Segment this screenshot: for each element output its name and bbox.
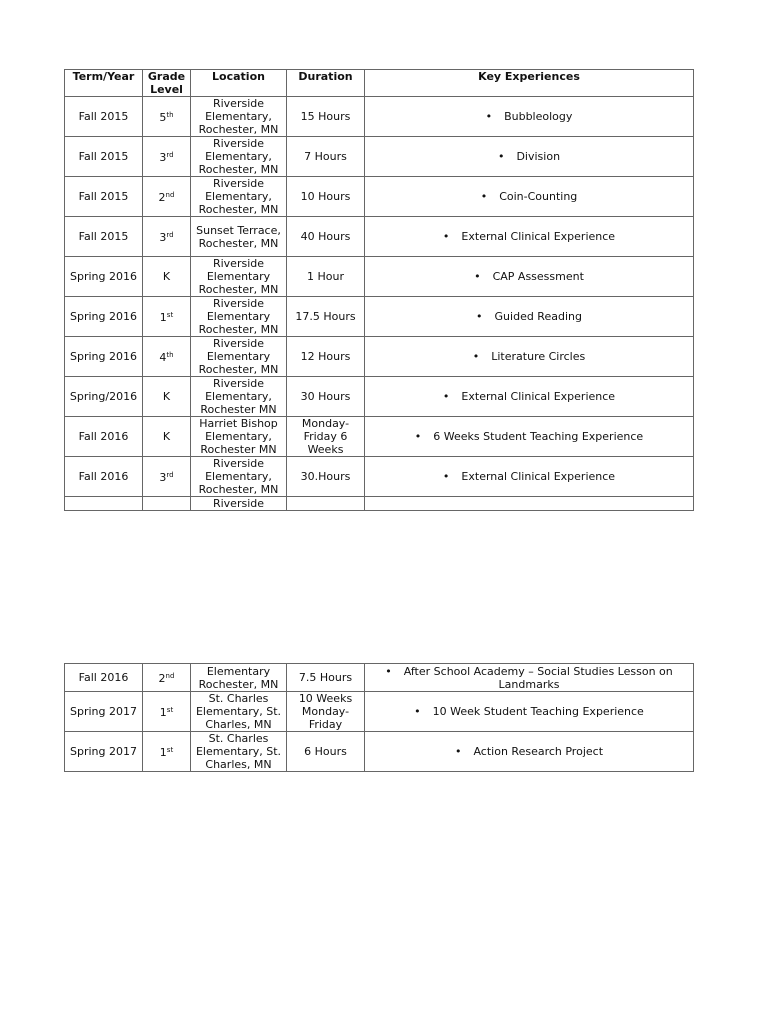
cell-experience: [365, 217, 694, 257]
table-row: [65, 337, 694, 377]
cell-experience: [365, 664, 694, 692]
cell-duration: 10 Weeks Monday-Friday: [287, 692, 365, 732]
grade-suffix: th: [166, 351, 174, 359]
grade-value: K: [162, 430, 171, 443]
cell-grade: [143, 297, 191, 337]
grade-suffix: th: [166, 111, 174, 119]
grade-value: 1: [159, 706, 167, 719]
cell-experience: [365, 97, 694, 137]
cell-duration: 17.5 Hours: [287, 297, 365, 337]
experience-table-page2: [64, 663, 694, 772]
grade-value: 3: [159, 151, 167, 164]
table-row: [65, 97, 694, 137]
table-row: [65, 257, 694, 297]
experience-text: Coin-Counting: [499, 190, 578, 203]
cell-grade: [143, 664, 191, 692]
header-row: [65, 70, 694, 97]
grade-suffix: st: [166, 746, 174, 754]
cell-location: Riverside Elementary, Rochester MN: [191, 377, 287, 417]
table-row: [65, 177, 694, 217]
cell-term: Fall 2016: [65, 664, 143, 692]
cell-location: St. Charles Elementary, St. Charles, MN: [191, 692, 287, 732]
cell-grade: [143, 457, 191, 497]
table-row: [65, 217, 694, 257]
bullet-icon: •: [442, 470, 450, 483]
table-row: [65, 297, 694, 337]
cell-grade: [143, 732, 191, 772]
grade-value: 2: [158, 191, 166, 204]
cell-duration: 7.5 Hours: [287, 664, 365, 692]
cell-duration: 30 Hours: [287, 377, 365, 417]
cell-term: Fall 2016: [65, 417, 143, 457]
bullet-icon: •: [385, 664, 392, 678]
experience-table-page1: [64, 69, 694, 511]
bullet-icon: •: [414, 430, 422, 443]
cell-term: Spring/2016: [65, 377, 143, 417]
bullet-icon: •: [485, 110, 493, 123]
experience-text: 10 Week Student Teaching Experience: [432, 705, 644, 718]
experience-text: Guided Reading: [494, 310, 582, 323]
header-experiences: Key Experiences: [365, 70, 694, 97]
table-row: [65, 377, 694, 417]
cell-location: Riverside Elementary, Rochester, MN: [191, 457, 287, 497]
cell-grade: [143, 257, 191, 297]
cell-experience: [365, 692, 694, 732]
cell-term: Fall 2015: [65, 137, 143, 177]
grade-value: K: [162, 390, 171, 403]
cell-duration: 10 Hours: [287, 177, 365, 217]
table2-body: [65, 664, 694, 772]
cell-experience: [365, 497, 694, 511]
cell-term: Fall 2015: [65, 217, 143, 257]
cell-term: Fall 2016: [65, 457, 143, 497]
cell-experience: [365, 297, 694, 337]
cell-term: Fall 2015: [65, 177, 143, 217]
cell-term: Spring 2016: [65, 257, 143, 297]
cell-location: Riverside Elementary Rochester, MN: [191, 257, 287, 297]
grade-value: 4: [159, 351, 167, 364]
cell-duration: 15 Hours: [287, 97, 365, 137]
header-term: Term/Year: [65, 70, 143, 97]
header-location: Location: [191, 70, 287, 97]
experience-text: External Clinical Experience: [461, 470, 616, 483]
experience-text: Bubbleology: [504, 110, 573, 123]
bullet-icon: •: [474, 270, 481, 283]
grade-suffix: rd: [166, 151, 174, 159]
experience-text: After School Academy – Social Studies Lesson on Landmarks: [403, 664, 673, 691]
cell-grade: [143, 497, 191, 511]
bullet-icon: •: [497, 150, 505, 163]
experience-text: CAP Assessment: [492, 270, 584, 283]
cell-duration: 1 Hour: [287, 257, 365, 297]
bullet-icon: •: [480, 190, 488, 203]
cell-duration: 30.Hours: [287, 457, 365, 497]
table-row: [65, 732, 694, 772]
cell-experience: [365, 732, 694, 772]
header-duration: Duration: [287, 70, 365, 97]
cell-grade: [143, 217, 191, 257]
experience-text: 6 Weeks Student Teaching Experience: [433, 430, 644, 443]
cell-duration: 7 Hours: [287, 137, 365, 177]
grade-suffix: st: [166, 311, 174, 319]
cell-location: Elementary Rochester, MN: [191, 664, 287, 692]
grade-suffix: nd: [165, 672, 175, 680]
cell-grade: [143, 417, 191, 457]
grade-value: 3: [159, 231, 167, 244]
bullet-icon: •: [414, 705, 421, 718]
grade-value: 5: [159, 111, 167, 124]
bullet-icon: •: [442, 390, 450, 403]
cell-experience: [365, 337, 694, 377]
cell-term: Fall 2015: [65, 97, 143, 137]
cell-location: Harriet Bishop Elementary, Rochester MN: [191, 417, 287, 457]
cell-experience: [365, 417, 694, 457]
cell-location: Riverside: [191, 497, 287, 511]
cell-duration: [287, 497, 365, 511]
grade-value: 2: [158, 672, 166, 685]
table-row: [65, 417, 694, 457]
cell-location: St. Charles Elementary, St. Charles, MN: [191, 732, 287, 772]
grade-value: 3: [159, 471, 167, 484]
table-row: [65, 664, 694, 692]
cell-location: Riverside Elementary, Rochester, MN: [191, 137, 287, 177]
grade-suffix: nd: [165, 191, 175, 199]
cell-term: Spring 2017: [65, 692, 143, 732]
cell-duration: 6 Hours: [287, 732, 365, 772]
cell-experience: [365, 457, 694, 497]
grade-value: K: [162, 270, 171, 283]
cell-grade: [143, 137, 191, 177]
table-row-continued: [65, 497, 694, 511]
bullet-icon: •: [472, 350, 480, 363]
bullet-icon: •: [442, 230, 450, 243]
cell-experience: [365, 257, 694, 297]
grade-value: 1: [159, 746, 167, 759]
cell-grade: [143, 177, 191, 217]
grade-suffix: st: [166, 706, 174, 714]
table-row: [65, 692, 694, 732]
cell-experience: [365, 137, 694, 177]
cell-location: Riverside Elementary Rochester, MN: [191, 337, 287, 377]
table-row: [65, 457, 694, 497]
bullet-icon: •: [476, 310, 483, 323]
cell-location: Sunset Terrace, Rochester, MN: [191, 217, 287, 257]
header-grade: Grade Level: [143, 70, 191, 97]
grade-suffix: rd: [166, 471, 174, 479]
cell-experience: [365, 377, 694, 417]
cell-duration: Monday-Friday 6 Weeks: [287, 417, 365, 457]
cell-experience: [365, 177, 694, 217]
cell-location: Riverside Elementary, Rochester, MN: [191, 97, 287, 137]
cell-term: [65, 497, 143, 511]
cell-grade: [143, 337, 191, 377]
table-row: [65, 137, 694, 177]
grade-suffix: rd: [166, 231, 174, 239]
cell-term: Spring 2016: [65, 337, 143, 377]
cell-grade: [143, 377, 191, 417]
cell-grade: [143, 692, 191, 732]
experience-text: External Clinical Experience: [461, 390, 616, 403]
cell-term: Spring 2016: [65, 297, 143, 337]
experience-text: External Clinical Experience: [461, 230, 616, 243]
table1-body: [65, 97, 694, 497]
cell-location: Riverside Elementary, Rochester, MN: [191, 177, 287, 217]
cell-grade: [143, 97, 191, 137]
experience-text: Action Research Project: [473, 745, 604, 758]
cell-location: Riverside Elementary Rochester, MN: [191, 297, 287, 337]
cell-term: Spring 2017: [65, 732, 143, 772]
experience-text: Division: [516, 150, 561, 163]
cell-duration: 12 Hours: [287, 337, 365, 377]
experience-text: Literature Circles: [491, 350, 586, 363]
bullet-icon: •: [454, 745, 462, 758]
cell-duration: 40 Hours: [287, 217, 365, 257]
grade-value: 1: [159, 311, 167, 324]
